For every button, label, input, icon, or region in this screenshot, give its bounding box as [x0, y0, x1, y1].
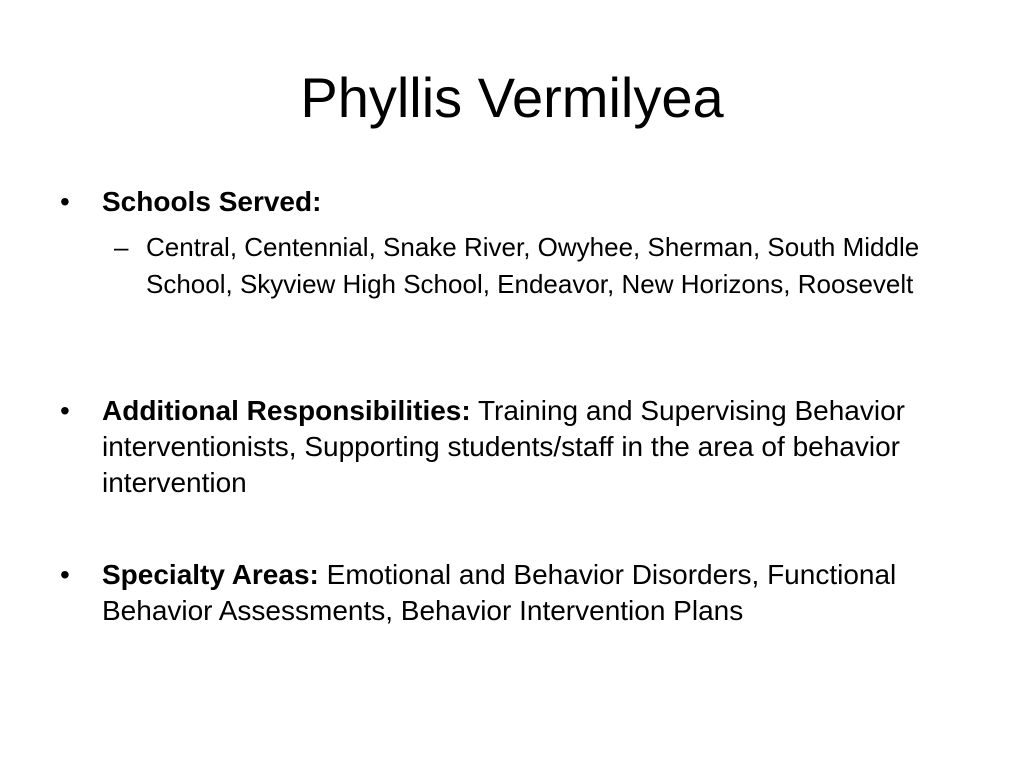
bullet-body: Emotional and Behavior Disorders, Functional Behavior Assessments, Behavior Intervention Plans [102, 559, 897, 626]
sub-bullet-schools-list [114, 229, 974, 303]
bullet-specialty-areas [60, 557, 980, 629]
bullet-heading: Schools Served: [102, 186, 322, 217]
bullet-additional-responsibilities [60, 393, 980, 501]
slide-title: Phyllis Vermilyea [300, 66, 724, 129]
bullet-heading: Specialty Areas: [102, 559, 319, 590]
sub-bullet-marker: – [114, 232, 129, 262]
bullet-heading: Additional Responsibilities: [102, 395, 471, 426]
bullet-marker: • [60, 186, 70, 217]
bullet-marker: • [60, 559, 70, 590]
bullet-text [102, 184, 980, 220]
bullet-marker: • [60, 395, 70, 426]
bullet-text [102, 393, 980, 501]
bullet-body: Training and Supervising Behavior interventionists, Supporting students/staff in the area of behavior intervention [102, 395, 905, 498]
bullet-schools-served [60, 184, 980, 220]
bullet-text [102, 557, 980, 629]
sub-bullet-text: Central, Centennial, Snake River, Owyhee, Sherman, South Middle School, Skyview High School, Endeavor, New Horizons, Roosevelt [146, 232, 920, 299]
